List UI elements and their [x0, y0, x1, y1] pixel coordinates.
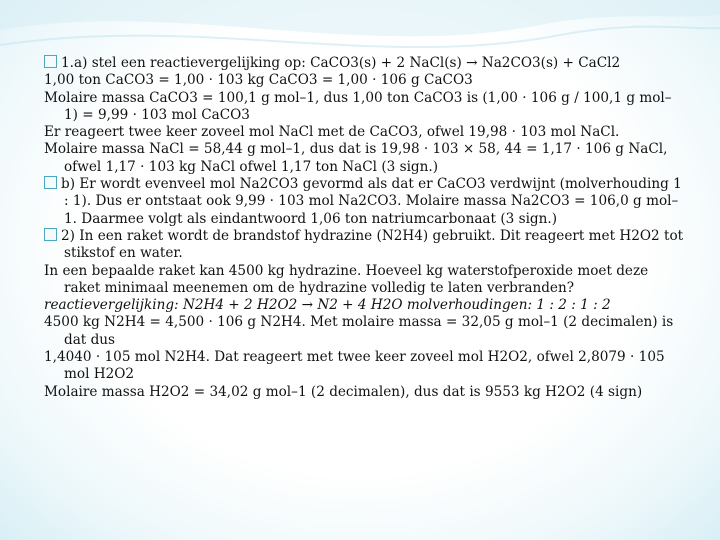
line-text: 1,4040 · 105 mol N2H4. Dat reageert met twee keer zoveel mol H2O2, ofwel 2,8079 · 105 mol H2O2: [44, 349, 665, 383]
line-text: Molaire massa H2O2 = 34,02 g mol–1 (2 decimalen), dus dat is 9553 kg H2O2 (4 sign): [44, 383, 643, 400]
bullet-icon: [44, 176, 57, 189]
bullet-icon: [44, 228, 57, 241]
line-text: 1.a) stel een reactievergelijking op: CaCO3(s) + 2 NaCl(s) → Na2CO3(s) + CaCl2: [61, 55, 621, 71]
line-text: Er reageert twee keer zoveel mol NaCl met de CaCO3, ofwel 19,98 · 103 mol NaCl.: [44, 124, 620, 141]
text-line: [44, 228, 684, 263]
line-text: Molaire massa NaCl = 58,44 g mol–1, dus dat is 19,98 · 103 × 58, 44 = 1,17 · 106 g NaCl, ofwel 1,17 · 103 kg NaCl ofwel 1,17 ton NaCl (3 sign.): [44, 141, 668, 175]
bullet-icon: [44, 55, 57, 68]
line-text: reactievergelijking: N2H4 + 2 H2O2 → N2 + 4 H2O molverhoudingen: 1 : 2 : 1 : 2: [44, 297, 611, 314]
line-text: Molaire massa CaCO3 = 100,1 g mol–1, dus 1,00 ton CaCO3 is (1,00 · 106 g / 100,1 g mol–1) = 9,99 · 103 mol CaCO3: [44, 89, 672, 123]
text-line: [44, 263, 684, 298]
text-line: [44, 384, 684, 401]
reaction-equation: [44, 297, 684, 314]
text-line: [44, 176, 684, 228]
text-line: [44, 55, 684, 72]
line-text: b) Er wordt evenveel mol Na2CO3 gevormd als dat er CaCO3 verdwijnt (molverhouding 1 : 1). Dus er ontstaat ook 9,99 · 103 mol Na2CO3. Molaire massa Na2CO3 = 106,0 g mol–1. Daarmee volgt als eindantwoord 1,06 ton natriumcarbonaat (3 sign.): [61, 176, 682, 227]
slide-content: [44, 55, 684, 401]
line-text: In een bepaalde raket kan 4500 kg hydrazine. Hoeveel kg waterstofperoxide moet deze raket minimaal meenemen om de hydrazine volledig te laten verbranden?: [44, 262, 649, 296]
text-line: [44, 124, 684, 141]
text-line: [44, 141, 684, 176]
text-line: [44, 90, 684, 125]
text-line: [44, 349, 684, 384]
text-line: [44, 314, 684, 349]
line-text: 4500 kg N2H4 = 4,500 · 106 g N2H4. Met molaire massa = 32,05 g mol–1 (2 decimalen) is dat dus: [44, 314, 674, 348]
text-line: [44, 72, 684, 89]
line-text: 1,00 ton CaCO3 = 1,00 · 103 kg CaCO3 = 1,00 · 106 g CaCO3: [44, 72, 473, 89]
line-text: 2) In een raket wordt de brandstof hydrazine (N2H4) gebruikt. Dit reageert met H2O2 tot stikstof en water.: [61, 227, 684, 262]
